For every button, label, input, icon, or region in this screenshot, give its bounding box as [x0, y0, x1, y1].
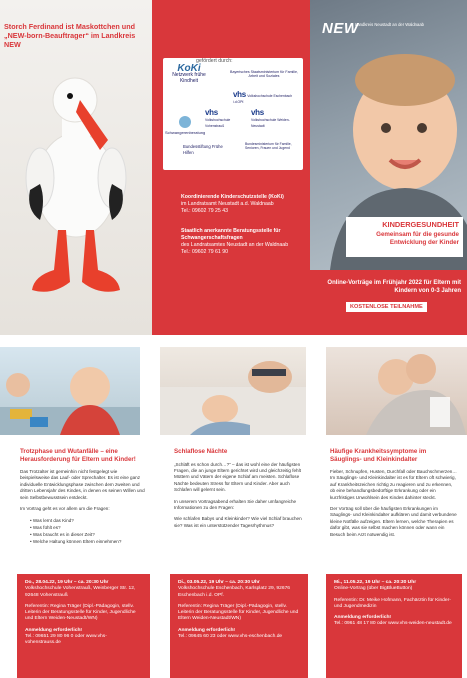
new-county-subtitle: Landkreis Neustadt an der Waldnaab: [355, 22, 424, 27]
sleeping-mother-baby-photo: [160, 347, 306, 435]
schwangerenberatung-logo: Schwangerenberatung: [165, 116, 205, 136]
vhs-vohenstrauss-logo: vhs Volkshochschule Vohenstrauß: [205, 108, 231, 128]
column-sleepless-nights: [174, 448, 302, 534]
column-paragraph: Der Vortrag soll über die häufigsten Erkrankungen im Säuglings- und Kleinkindalter aufklären und damit verbundene kleine Notfälle aufzeigen. Eltern lernen, welche Therapien es dafür gibt, was sie selbst machen können oder wann ein Besuch beim Arzt notwendig ist.: [330, 506, 457, 537]
column-tantrums: [20, 448, 146, 545]
headline-box: [346, 217, 463, 257]
column-paragraph: „Schläft es schon durch…?“ – das ist wohl eine der häufigsten Fragen, die an junge Eltern gerichtet wird und gleichzeitig fehlt Müttern und Vätern der eigene Schlaf am meisten. Schlaflose Nächte bedeuten Stress für Eltern und Kinder. Aber auch Schlafen will gelernt sein.: [174, 461, 301, 493]
column-heading: Häufige Krankheitssymptome im Säuglings- und Kleinkindalter: [330, 448, 427, 463]
subheadline: Gemeinsam für die gesunde Entwicklung der Kinder: [376, 231, 459, 246]
koki-contact: Koordinierende Kinderschutzstelle (KoKi) im Landratsamt Neustadt a.d. Waldnaab Tel.: 09602 79 25 43: [181, 194, 284, 214]
list-item: • Welche Haltung können Eltern einnehmen?: [30, 538, 146, 545]
bmfsfj-logo: Bundesministerium für Familie, Senioren, Frauen und Jugend: [245, 142, 292, 151]
bavaria-ministry-logo: Bayerisches Staatsministerium für Familie, Arbeit und Soziales: [230, 70, 298, 79]
column-heading: Schlaflose Nächte: [174, 448, 228, 455]
stork-photo: [0, 0, 152, 335]
sponsor-heading: gefördert durch:: [196, 58, 233, 64]
event-speaker: Referentin: Dr. Meike Hofmann, Fachärztin für Kinder- und Jugendmedizin: [334, 597, 451, 609]
event-info-online: [326, 574, 462, 678]
stork-mascot-caption: Storch Ferdinand ist Maskottchen und „NEW-born-Beauftrager“ im Landkreis NEW: [4, 22, 136, 49]
bundesstiftung-fruehe-hilfen-logo: Bundesstiftung Frühe Hilfen: [183, 144, 223, 155]
mother-sick-child-photo: [326, 347, 467, 435]
event-speaker: Referentin: Regina Träger (Dipl.-Pädagogin, stellv. Leiterin der Beratungsstelle für Kinder, Jugendliche und Eltern Weiden-Neustadt/WN): [178, 603, 299, 622]
column-paragraph: Wie schlafen Babys und Kleinkinder? Wie viel Schlaf brauchen sie? Was ist ein unterstützender Tagesrhythmus?: [174, 516, 302, 528]
event-contact[interactable]: Tel.: 0961 48 17 80 oder www.vhs-weiden-neustadt.de: [334, 621, 452, 627]
column-heading: Trotzphase und Wutanfälle – eine Herausforderung für Eltern und Kinder!: [20, 448, 136, 463]
event-info-vohenstrauss: [17, 574, 150, 678]
koki-logo: KoKi Netzwerk frühe Kindheit: [172, 63, 206, 84]
pregnancy-counseling-contact: Staatlich anerkannte Beratungsstelle für Schwangerschaftsfragen des Landratsamtes Neustadt an der Waldnaab Tel.: 09602 79 61 90: [181, 228, 289, 255]
column-paragraph: Im Vortrag geht es vor allem um die Fragen:: [20, 506, 110, 512]
question-list: [20, 517, 146, 545]
list-item: • Was lernt das Kind?: [30, 517, 146, 524]
column-illness-symptoms: [330, 448, 458, 543]
headline: KINDERGESUNDHEIT: [382, 220, 459, 229]
column-paragraph: Fieber, Schnupfen, Husten, Durchfall oder Bauchschmerzen… Im Säuglings- und Kleinkindalter ist es für Eltern oft schwierig, auf Krankheitszeichen richtig zu reagieren und zu erkennen, ob eine behandlungsbedürftige Erkrankung oder ein kurzfristiges Unwohlsein des Kindes dahinter steckt.: [330, 469, 457, 500]
signup-required: Anmeldung erforderlich!: [25, 627, 83, 633]
column-paragraph: In unserem Vortragsabend erhalten Sie daher umfangreiche Informationen zu den Fragen:: [174, 498, 297, 510]
new-county-logo: NEW: [322, 20, 359, 37]
event-date: Di., 03.05.22, 19 Uhr – ca. 20:30 Uhr: [178, 580, 260, 585]
free-participation-badge: KOSTENLOSE TEILNAHME: [346, 302, 427, 312]
event-info-eschenbach: [170, 574, 308, 678]
list-item: • Was braucht es in dieser Zeit?: [30, 531, 146, 538]
event-place: Volkshochschule Eschenbach, Karlsplatz 29, 92676 Eschenbach i.d. OPf.: [178, 586, 291, 598]
signup-required: Anmeldung erforderlich!: [334, 615, 392, 621]
event-contact[interactable]: Tel.: 09651 29 80 96 0 oder www.vhs-vohenstrauss.de: [25, 634, 107, 646]
event-date: Mi., 11.05.22, 19 Uhr – ca. 20:30 Uhr: [334, 580, 417, 585]
sponsor-logo-card: [163, 58, 303, 170]
signup-required: Anmeldung erforderlich!: [178, 627, 236, 633]
toddler-tantrum-photo: [0, 347, 140, 435]
online-lectures-info: Online-Vorträge im Frühjahr 2022 für Eltern mit Kindern von 0-3 Jahren: [327, 280, 461, 294]
event-speaker: Referentin: Regina Träger (Dipl.-Pädagogin, stellv. Leiterin der Beratungsstelle für Kinder, Jugendliche und Eltern Weiden-Neustadt/WN): [25, 603, 136, 622]
event-place: Volkshochschule Vohenstrauß, Weinberger Str. 12, 92648 Vohenstrauß: [25, 586, 136, 598]
event-contact[interactable]: Tel.: 09645 60 23 oder www.vhs-eschenbach.de: [178, 634, 283, 640]
event-date: Do., 28.04.22, 19 Uhr – ca. 20:30 Uhr: [25, 580, 109, 585]
vhs-weiden-neustadt-logo: vhs Volkshochschule Weiden-Neustadt: [251, 108, 290, 128]
stork-plush-illustration: [0, 0, 152, 335]
event-place: Online-Vortrag (über BigBlueButton): [334, 586, 413, 592]
vhs-eschenbach-logo: vhs Volkshochschule Eschenbach i.d.OPf.: [233, 90, 293, 104]
list-item: • Was fühlt es?: [30, 524, 146, 531]
column-paragraph: Das Trotzalter ist gemeinhin nicht festgelegt wie beispielsweise das Lauf- oder Sprechalter. Es ist eine ganz individuelle Entwicklungsphase zwischen dem zweiten und dritten Lebensjahr des Kindes, in denen es seinen Willen und sein Selbstbewusstsein entdeckt.: [20, 469, 145, 500]
